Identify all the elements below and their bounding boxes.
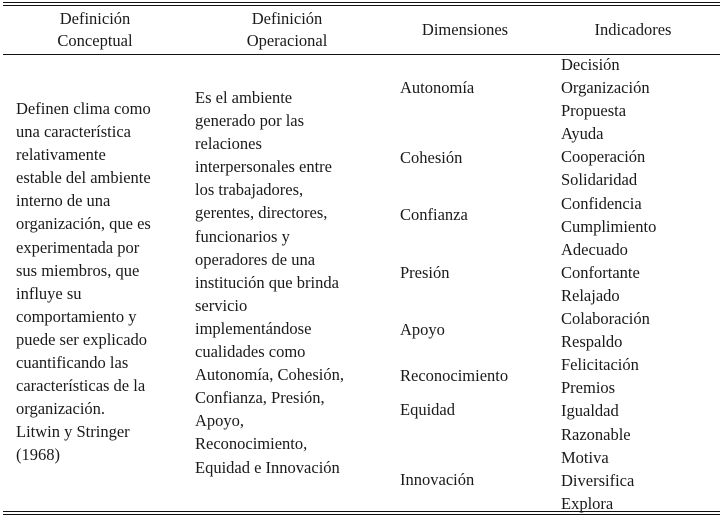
operational-text-line: gerentes, directores,	[195, 203, 328, 223]
indicator-item: Confidencia	[561, 193, 642, 213]
conceptual-text-line: características de la	[16, 376, 146, 396]
header-operational	[232, 8, 342, 52]
conceptual-text-line: sus miembros, que	[16, 260, 140, 280]
dimension-item: Apoyo	[400, 320, 445, 339]
header-dimensions-label: Dimensiones	[421, 20, 509, 39]
conceptual-text-line: organización, que es	[16, 214, 151, 234]
header-indicators	[578, 19, 688, 41]
table-rule-top-inner	[3, 5, 720, 6]
header-indicators-label: Indicadores	[594, 20, 672, 39]
operational-text-line: Equidad e Innovación	[195, 457, 340, 477]
operational-text-line: institución que brinda	[195, 272, 339, 292]
conceptual-text-line: Definen clima como	[16, 99, 151, 118]
conceptual-definition-cell	[16, 97, 151, 467]
operational-text-line: implementándose	[195, 318, 312, 338]
indicator-item: Cumplimiento	[561, 216, 657, 236]
operational-text-line: Confianza, Presión,	[195, 388, 325, 408]
operational-definition-cell	[195, 86, 344, 479]
conceptual-text-line: interno de una	[16, 191, 111, 211]
dimension-item: Cohesión	[400, 148, 463, 167]
dimension-item: Confianza	[400, 205, 468, 224]
operational-text-line: generado por las	[195, 111, 305, 131]
indicator-item: Explora	[561, 493, 614, 513]
indicator-item: Diversifica	[561, 470, 635, 490]
indicator-item: Ayuda	[561, 124, 604, 144]
table-rule-top-outer	[3, 2, 720, 3]
header-operational-line-1: Definición	[251, 9, 323, 28]
operational-text-line: Es el ambiente	[195, 88, 293, 107]
indicator-item: Decisión	[561, 55, 620, 74]
conceptual-text-line: (1968)	[16, 445, 60, 465]
conceptual-text-line: estable del ambiente	[16, 168, 151, 188]
indicator-item: Propuesta	[561, 101, 627, 121]
conceptual-text-line: cuantificando las	[16, 353, 129, 373]
header-conceptual-line-1: Definición	[59, 9, 131, 28]
header-operational-line-2: Operacional	[246, 31, 328, 50]
dimension-item: Innovación	[400, 470, 475, 489]
operational-text-line: los trabajadores,	[195, 180, 304, 200]
indicator-item: Felicitación	[561, 355, 639, 375]
indicator-item: Igualdad	[561, 401, 619, 421]
indicator-item: Relajado	[561, 285, 620, 305]
header-dimensions	[410, 19, 520, 41]
operational-text-line: operadores de una	[195, 249, 316, 269]
operational-text-line: servicio	[195, 295, 248, 315]
conceptual-text-line: puede ser explicado	[16, 329, 148, 349]
indicator-item: Colaboración	[561, 309, 650, 329]
conceptual-text-line: experimentada por	[16, 237, 140, 257]
operational-text-line: funcionarios y	[195, 226, 290, 246]
conceptual-text-line: relativamente	[16, 145, 106, 165]
operational-text-line: relaciones	[195, 134, 262, 154]
conceptual-text-line: organización.	[16, 399, 106, 419]
indicator-item: Confortante	[561, 262, 640, 282]
indicators-cell	[561, 53, 656, 515]
dimension-item: Equidad	[400, 400, 455, 419]
operational-text-line: Reconocimiento,	[195, 434, 308, 454]
header-conceptual	[40, 8, 150, 52]
dimension-item: Autonomía	[400, 78, 475, 97]
operational-text-line: Apoyo,	[195, 411, 245, 431]
conceptual-text-line: influye su	[16, 283, 82, 303]
indicator-item: Respaldo	[561, 332, 623, 352]
indicator-item: Premios	[561, 378, 616, 398]
indicator-item: Adecuado	[561, 239, 628, 259]
conceptual-text-line: Litwin y Stringer	[16, 422, 130, 442]
conceptual-text-line: comportamiento y	[16, 306, 137, 326]
indicator-item: Motiva	[561, 447, 609, 467]
indicator-item: Organización	[561, 78, 650, 98]
operational-text-line: cualidades como	[195, 342, 306, 362]
indicator-item: Cooperación	[561, 147, 646, 167]
operational-text-line: Autonomía, Cohesión,	[195, 365, 344, 385]
indicator-item: Solidaridad	[561, 170, 638, 190]
operational-text-line: interpersonales entre	[195, 157, 332, 177]
conceptual-text-line: una característica	[16, 122, 131, 142]
dimension-item: Reconocimiento	[400, 366, 509, 385]
dimension-item: Presión	[400, 263, 450, 282]
indicator-item: Razonable	[561, 424, 631, 444]
header-conceptual-line-2: Conceptual	[57, 31, 133, 50]
